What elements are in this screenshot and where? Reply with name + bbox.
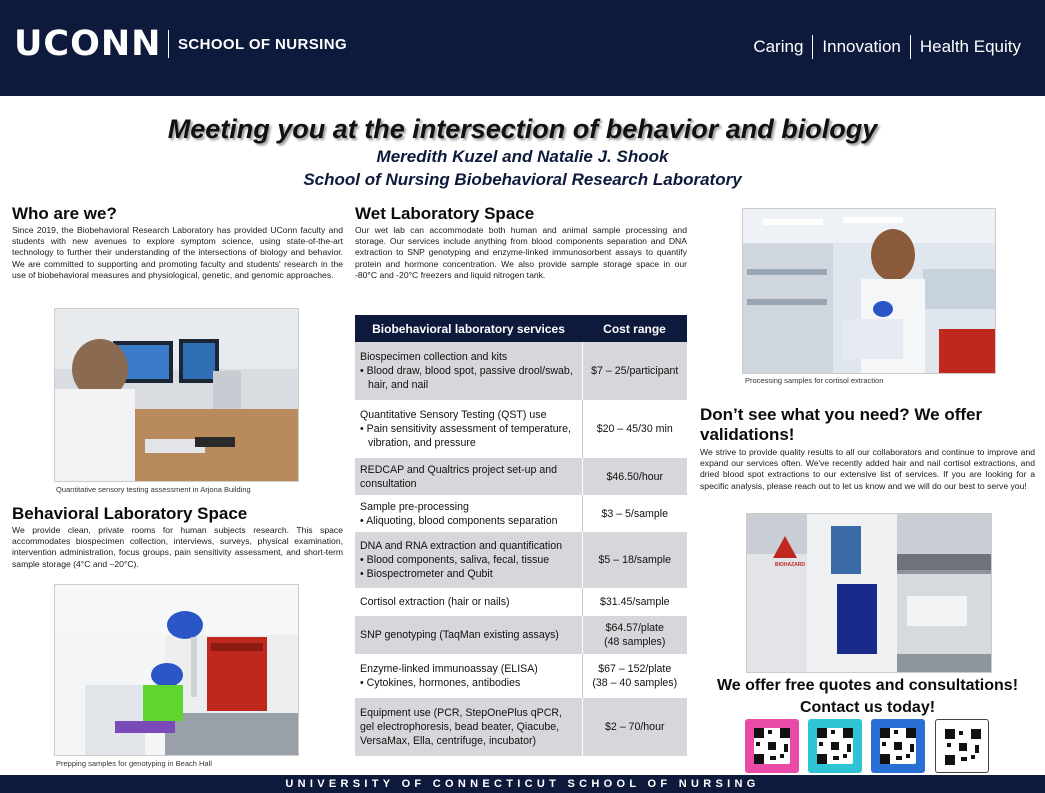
qr-code-icon: [754, 728, 790, 764]
header-bar: [0, 0, 1045, 96]
cost-value: $5 – 18/sample: [598, 554, 671, 566]
table-row: [355, 698, 687, 756]
service-name: Enzyme-linked immunoassay (ELISA): [360, 663, 538, 675]
service-name: Biospecimen collection and kits: [360, 351, 508, 363]
service-bullet: • Biospectrometer and Qubit: [360, 567, 577, 581]
service-cell: [355, 698, 582, 756]
service-bullet: • Blood components, saliva, fecal, tissue: [360, 553, 577, 567]
cost-cell: [582, 616, 687, 654]
qr-code-website[interactable]: [935, 719, 989, 773]
who-heading: Who are we?: [12, 204, 117, 223]
service-name: Equipment use (PCR, StepOnePlus qPCR, gel electrophoresis, bead beater, Qiacube, VersaMax, Ella, centrifuge, incubator): [360, 707, 562, 747]
table-row: [355, 588, 687, 616]
table-row: [355, 342, 687, 400]
service-name: Cortisol extraction (hair or nails): [360, 596, 510, 608]
cost-cell: [582, 458, 687, 495]
service-cell: [355, 495, 582, 532]
cta-free-quotes: We offer free quotes and consultations!: [716, 677, 1019, 694]
school-name: SCHOOL OF NURSING: [178, 36, 348, 53]
col-service-header: Biobehavioral laboratory services: [355, 315, 582, 342]
cost-cell: [582, 588, 687, 616]
behavioral-text: We provide clean, private rooms for human subjects research. This space accommodates biospecimen collection, interviews, surveys, physical examination, intervention administration, focus groups, pain sensitivity assessment, and short-term sample storage (4°C and –20°C).: [12, 525, 343, 569]
biohazard-label: BIOHAZARD: [775, 562, 805, 568]
service-cell: [355, 532, 582, 588]
service-bullets: [360, 364, 577, 392]
behavioral-heading: Behavioral Laboratory Space: [12, 504, 248, 523]
validations-text: We strive to provide quality results to all our collaborators and continue to improve and expand our services often. We've recently added hair and nail cortisol extractions, and dried blood spot extractions to our extensive list of services. If you are looking for a specific analysis, please reach out to let us know and we will do our best to serve you!: [700, 447, 1035, 491]
service-name: DNA and RNA extraction and quantification: [360, 540, 562, 552]
footer-bar: UNIVERSITY OF CONNECTICUT SCHOOL OF NURSING: [0, 775, 1045, 793]
table-row: [355, 458, 687, 495]
poster-title: Meeting you at the intersection of behavior and biology: [167, 114, 878, 144]
qr-code-icon: [880, 728, 916, 764]
value-caring: Caring: [753, 37, 804, 56]
service-bullets: [360, 553, 577, 581]
value-divider: [910, 35, 911, 59]
qr-code-twitter[interactable]: [808, 719, 862, 773]
genotyping-photo: [54, 584, 299, 756]
service-name: SNP genotyping (TaqMan existing assays): [360, 629, 559, 641]
logo-divider: [168, 30, 169, 58]
table-header-row: [355, 315, 687, 342]
table-row: [355, 532, 687, 588]
table-body: [355, 342, 687, 756]
cost-value: $67 – 152/plate: [598, 663, 672, 675]
cost-value: $31.45/sample: [600, 596, 670, 608]
service-name: Sample pre-processing: [360, 500, 469, 513]
lab-name: School of Nursing Biobehavioral Research Laboratory: [303, 170, 742, 189]
cost-value: $20 – 45/30 min: [596, 423, 673, 435]
qr-code-instagram[interactable]: [745, 719, 799, 773]
cost-cell: [582, 654, 687, 698]
service-bullets: [360, 514, 577, 528]
who-text: Since 2019, the Biobehavioral Research Laboratory has provided UConn faculty and students with new avenues to explore symptom science, using state-of-the-art technology to further their understanding of the intersections of biology and behavior. We are committed to supporting and promoting faculty and students' research in the use of biobehavioral measures and physiological, genetic, and genomic approaches.: [12, 225, 343, 280]
qr-code-icon: [817, 728, 853, 764]
service-bullet: • Cytokines, hormones, antibodies: [360, 676, 577, 690]
uconn-logo[interactable]: UCONN: [14, 24, 162, 64]
service-bullet: • Pain sensitivity assessment of temperature, vibration, and pressure: [360, 422, 577, 450]
cost-cell: [582, 698, 687, 756]
value-health-equity: Health Equity: [919, 37, 1021, 56]
service-cell: [355, 654, 582, 698]
cost-value: $7 – 25/participant: [591, 365, 679, 377]
service-bullets: [360, 676, 577, 690]
value-divider: [812, 35, 813, 59]
wet-text: Our wet lab can accommodate both human and animal sample processing and storage. Our services include anything from blood components separation and DNA extraction to SNP genotyping and enzyme-linked immunosorbent assays to quantify protein and hormone concentration. We also provide sample storage space in our -80°C and -20°C freezers and liquid nitrogen tank.: [355, 225, 687, 280]
wet-heading: Wet Laboratory Space: [355, 204, 535, 223]
service-name: REDCAP and Qualtrics project set-up and consultation: [360, 463, 558, 490]
cortisol-caption: Processing samples for cortisol extraction: [745, 376, 884, 385]
services-table: [355, 315, 687, 756]
qst-caption: Quantitative sensory testing assessment in Arjona Building: [56, 485, 251, 494]
cost-value: $3 – 5/sample: [601, 507, 669, 520]
table-row: [355, 654, 687, 698]
service-cell: [355, 400, 582, 458]
cost-cell: [582, 495, 687, 532]
qr-code-facebook[interactable]: [871, 719, 925, 773]
cortisol-photo: [742, 208, 996, 374]
service-bullet: • Blood draw, blood spot, passive drool/swab, hair, and nail: [360, 364, 577, 392]
values-list: [753, 35, 1021, 59]
cost-cell: [582, 532, 687, 588]
table-row: [355, 400, 687, 458]
table-row: [355, 495, 687, 532]
service-bullets: [360, 422, 577, 450]
cta-contact: Contact us today!: [799, 699, 936, 716]
cost-cell: [582, 400, 687, 458]
service-cell: [355, 458, 582, 495]
cost-value: $46.50/hour: [606, 470, 664, 483]
cost-note: (38 – 40 samples): [592, 677, 678, 689]
qst-photo: [54, 308, 299, 482]
value-innovation: Innovation: [822, 37, 901, 56]
table-row: [355, 616, 687, 654]
genotyping-caption: Prepping samples for genotyping in Beach Hall: [56, 759, 212, 768]
poster-authors: Meredith Kuzel and Natalie J. Shook: [376, 147, 669, 166]
service-cell: [355, 616, 582, 654]
service-cell: [355, 342, 582, 400]
service-cell: [355, 588, 582, 616]
cost-note: (48 samples): [604, 636, 666, 648]
validations-heading: Don’t see what you need? We offer validations!: [700, 405, 983, 444]
service-bullet: • Aliquoting, blood components separation: [360, 514, 577, 528]
col-cost-header: Cost range: [582, 315, 687, 342]
cost-cell: [582, 342, 687, 400]
cost-value: $64.57/plate: [605, 622, 664, 634]
qr-code-icon: [945, 729, 981, 765]
cost-value: $2 – 70/hour: [605, 721, 665, 733]
service-name: Quantitative Sensory Testing (QST) use: [360, 409, 547, 421]
equipment-photo: [746, 513, 992, 673]
